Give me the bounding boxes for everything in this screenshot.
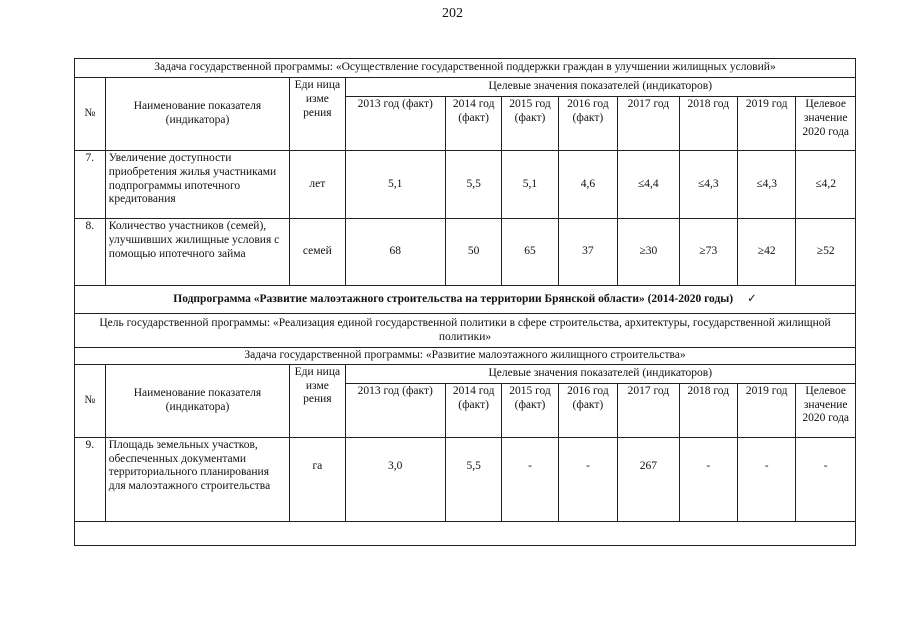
row-value: 3,0 (345, 437, 445, 521)
row-name: Увеличение доступности приобретения жилья участниками подпрограммы ипотечного кредитования (105, 151, 289, 219)
header-year: 2017 год (618, 383, 679, 437)
header-year: 2014 год (факт) (445, 383, 501, 437)
row-value: 37 (558, 219, 617, 286)
row-value: ≥52 (796, 219, 856, 286)
subprogram-title-row (75, 286, 856, 314)
row-value: ≥42 (738, 219, 796, 286)
row-value: ≤4,2 (796, 151, 856, 219)
row-value: 5,5 (445, 437, 501, 521)
header-year: 2013 год (факт) (345, 383, 445, 437)
row-value: 5,5 (445, 151, 501, 219)
header-year: 2017 год (618, 97, 679, 151)
header-year: 2013 год (факт) (345, 97, 445, 151)
row-unit: га (290, 437, 345, 521)
header-year: Целевое значение 2020 года (796, 383, 856, 437)
header-no: № (75, 78, 106, 151)
header-year: 2019 год (738, 97, 796, 151)
header-name: Наименование показателя (индикатора) (105, 78, 289, 151)
row-value: - (502, 437, 558, 521)
row-value: 267 (618, 437, 679, 521)
table-row (75, 219, 856, 286)
row-name: Площадь земельных участков, обеспеченных документами территориального планирования для малоэтажного строительства (105, 437, 289, 521)
row-value: 68 (345, 219, 445, 286)
row-unit: лет (290, 151, 345, 219)
header-target: Целевые значения показателей (индикаторов) (345, 78, 855, 97)
header-target: Целевые значения показателей (индикаторов) (345, 364, 855, 383)
row-value: ≥73 (679, 219, 737, 286)
header-unit: Еди ница изме рения (290, 78, 345, 151)
subprogram-title: Подпрограмма «Развитие малоэтажного строительства на территории Брянской области» (2014-2020 годы) (173, 292, 734, 305)
row-value: ≤4,3 (679, 151, 737, 219)
indicators-table (74, 58, 856, 546)
check-mark: ✓ (747, 292, 757, 305)
row-value: - (679, 437, 737, 521)
header-year: 2018 год (679, 383, 737, 437)
row-unit: семей (290, 219, 345, 286)
header-name: Наименование показателя (индикатора) (105, 364, 289, 437)
row-name: Количество участников (семей), улучшивших жилищные условия с помощью ипотечного займа (105, 219, 289, 286)
task-row-2: Задача государственной программы: «Развитие малоэтажного жилищного строительства» (75, 348, 856, 365)
header-year: Целевое значение 2020 года (796, 97, 856, 151)
row-value: - (796, 437, 856, 521)
header-year: 2015 год (факт) (502, 97, 558, 151)
task-row-1: Задача государственной программы: «Осуществление государственной поддержки граждан в улучшении жилищных условий» (75, 59, 856, 78)
header-year: 2014 год (факт) (445, 97, 501, 151)
header-year: 2018 год (679, 97, 737, 151)
goal-row: Цель государственной программы: «Реализация единой государственной политики в сфере строительства, архитектуры, государственной жилищной политики» (75, 314, 856, 348)
row-value: 50 (445, 219, 501, 286)
row-value: 4,6 (558, 151, 617, 219)
page-number: 202 (442, 6, 463, 21)
row-value: ≤4,4 (618, 151, 679, 219)
row-number: 8. (75, 219, 106, 286)
row-value: 65 (502, 219, 558, 286)
row-value: 5,1 (502, 151, 558, 219)
header-year: 2016 год (факт) (558, 383, 617, 437)
row-value: ≥30 (618, 219, 679, 286)
header-year: 2016 год (факт) (558, 97, 617, 151)
header-no: № (75, 364, 106, 437)
header-year: 2019 год (738, 383, 796, 437)
row-value: - (558, 437, 617, 521)
empty-row (75, 521, 856, 545)
header-year: 2015 год (факт) (502, 383, 558, 437)
row-number: 7. (75, 151, 106, 219)
row-value: 5,1 (345, 151, 445, 219)
row-value: ≤4,3 (738, 151, 796, 219)
table-row (75, 437, 856, 521)
header-unit: Еди ница изме рения (290, 364, 345, 437)
row-value: - (738, 437, 796, 521)
row-number: 9. (75, 437, 106, 521)
table-row (75, 151, 856, 219)
